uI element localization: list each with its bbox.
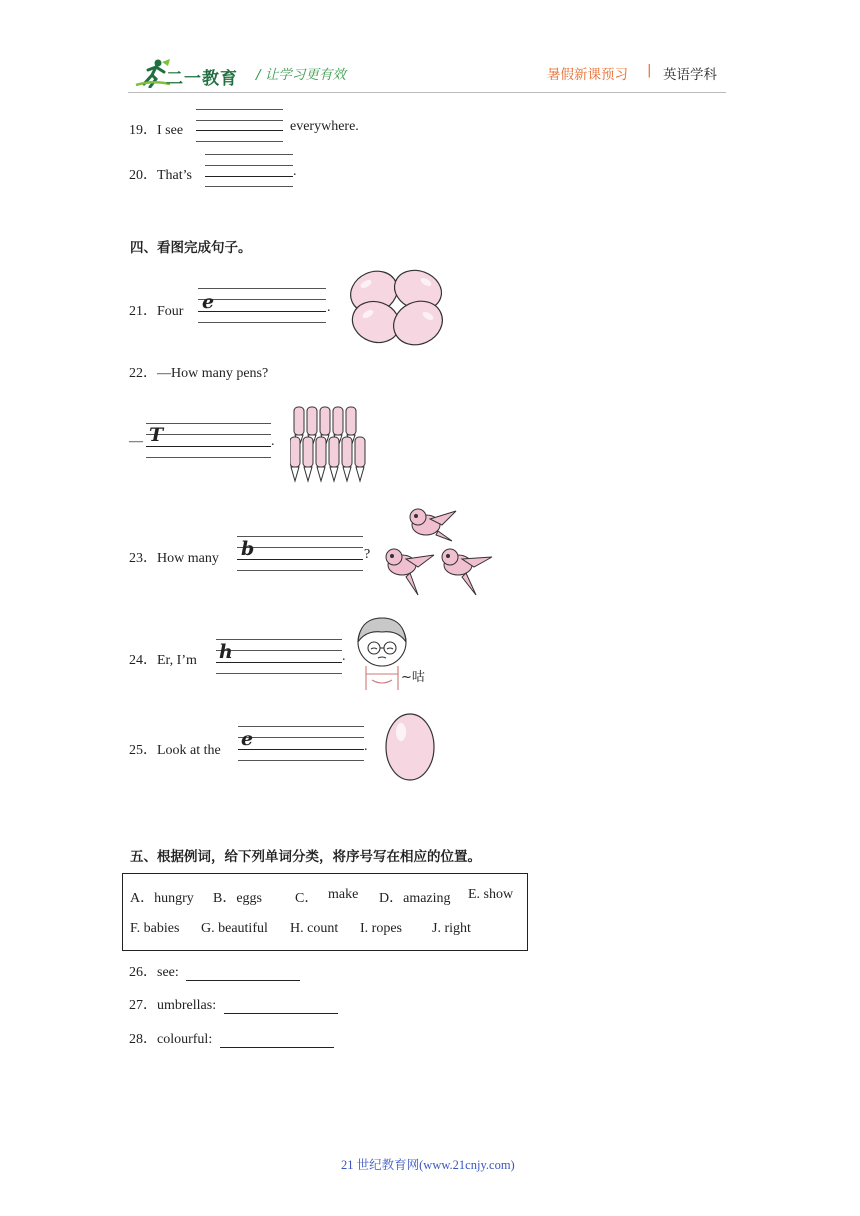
answer-lines-25[interactable] bbox=[238, 726, 364, 761]
hint-letter: T bbox=[149, 424, 164, 446]
question-text-before: Look at the bbox=[157, 743, 221, 758]
question-number: 25． bbox=[129, 743, 157, 758]
header-rule bbox=[128, 92, 726, 93]
question-21 bbox=[129, 300, 183, 320]
word-options-box bbox=[122, 873, 528, 951]
logo-text: 二一教育 bbox=[166, 69, 238, 89]
answer-blank[interactable] bbox=[224, 999, 338, 1014]
question-label: colourful: bbox=[157, 1032, 213, 1047]
question-27 bbox=[129, 994, 338, 1014]
question-text-after: . bbox=[293, 164, 297, 179]
logo bbox=[134, 58, 254, 90]
question-26 bbox=[129, 961, 300, 981]
question-number: 28． bbox=[129, 1032, 157, 1047]
question-text-before: How many bbox=[157, 551, 219, 566]
question-label: umbrellas: bbox=[157, 998, 217, 1013]
option-i: I. ropes bbox=[360, 921, 402, 936]
question-text-after: . bbox=[327, 300, 331, 315]
course-label: 暑假新课预习 bbox=[547, 67, 628, 83]
question-19 bbox=[129, 119, 183, 139]
question-number: 19． bbox=[129, 123, 157, 138]
option-a: A．hungry bbox=[130, 891, 194, 906]
answer-lines-19[interactable] bbox=[196, 109, 283, 142]
hint-letter: h bbox=[219, 641, 233, 663]
option-g: G. beautiful bbox=[201, 921, 268, 936]
pens-picture bbox=[290, 405, 370, 485]
answer-lines-20[interactable] bbox=[205, 154, 293, 187]
question-20 bbox=[129, 164, 192, 184]
answer-blank[interactable] bbox=[220, 1033, 334, 1048]
option-j: J. right bbox=[432, 921, 471, 936]
question-text-before: That’s bbox=[157, 168, 192, 183]
hint-letter: e bbox=[202, 291, 215, 313]
option-c-word: make bbox=[328, 887, 359, 902]
section-title: 四、看图完成句子。 bbox=[130, 240, 252, 256]
question-number: 26． bbox=[129, 965, 157, 980]
question-23 bbox=[129, 547, 219, 567]
question-text-after: ? bbox=[364, 547, 371, 562]
question-25 bbox=[129, 739, 221, 759]
question-text-after: everywhere. bbox=[290, 119, 359, 134]
question-number: 20． bbox=[129, 168, 157, 183]
question-text-after: . bbox=[271, 434, 275, 449]
question-text-before: I see bbox=[157, 123, 184, 138]
question-text-before: Four bbox=[157, 304, 184, 319]
question-24 bbox=[129, 649, 197, 669]
question-number: 24． bbox=[129, 653, 157, 668]
header-separator: | bbox=[647, 62, 652, 78]
question-28 bbox=[129, 1028, 334, 1048]
question-number: 27． bbox=[129, 998, 157, 1013]
option-f: F. babies bbox=[130, 921, 180, 936]
subject-label: 英语学科 bbox=[663, 67, 717, 83]
option-b: B．eggs bbox=[213, 891, 262, 906]
option-e: E. show bbox=[468, 887, 514, 902]
answer-lines-24[interactable] bbox=[216, 639, 342, 674]
section-title: 五、根据例词，给下列单词分类，将序号写在相应的位置。 bbox=[130, 849, 481, 865]
snore-text: ~咕 bbox=[401, 670, 425, 685]
option-c: C． bbox=[295, 891, 319, 906]
answer-lines-21[interactable] bbox=[198, 288, 326, 323]
egg-picture bbox=[383, 710, 437, 782]
question-22 bbox=[129, 362, 268, 382]
question-text-after: . bbox=[364, 739, 368, 754]
answer-blank[interactable] bbox=[186, 966, 300, 981]
option-d: D．amazing bbox=[379, 891, 451, 906]
hint-letter: e bbox=[241, 728, 254, 750]
question-number: 23． bbox=[129, 551, 157, 566]
birds-picture bbox=[384, 505, 496, 599]
question-text-after: . bbox=[342, 649, 346, 664]
slogan: / 让学习更有效 bbox=[256, 67, 346, 83]
question-text-before: —How many pens? bbox=[157, 366, 269, 381]
answer-lines-22[interactable] bbox=[146, 423, 271, 458]
option-h: H. count bbox=[290, 921, 339, 936]
hint-letter: b bbox=[241, 538, 255, 560]
question-label: see: bbox=[157, 965, 179, 980]
eggs-picture bbox=[348, 268, 446, 348]
question-number: 21． bbox=[129, 304, 157, 319]
answer-lines-23[interactable] bbox=[237, 536, 363, 571]
answer-dash: — bbox=[129, 434, 143, 449]
question-number: 22． bbox=[129, 366, 157, 381]
footer-link[interactable]: 21 世纪教育网(www.21cnjy.com) bbox=[341, 1158, 515, 1172]
question-text-before: Er, I’m bbox=[157, 653, 197, 668]
header bbox=[0, 0, 860, 95]
